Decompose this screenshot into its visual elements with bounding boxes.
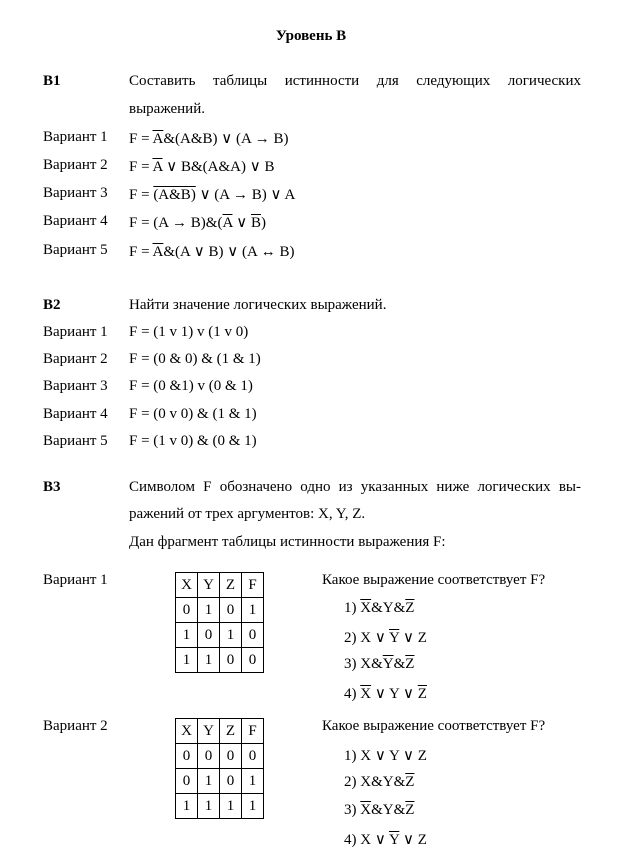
b2-variant-1-expr: F = (1 v 1) v (1 v 0) — [129, 324, 249, 340]
section-b2-label: В2 — [43, 297, 61, 313]
expr-text: ∨ Z — [399, 832, 427, 848]
b3-variant-1-label: Вариант 1 — [43, 572, 108, 588]
table-row — [176, 598, 264, 623]
section-b1-task-line1: Составить таблицы истинности для следующих логических — [129, 73, 581, 89]
b3-variant-1-option-1 — [344, 600, 414, 617]
table-cell: 0 — [242, 648, 264, 673]
negated-term: $\overline{B}$ — [250, 215, 261, 231]
b1-variant-5-expr — [129, 242, 294, 261]
table-cell: 1 — [242, 794, 264, 819]
section-b1-label: В1 — [43, 73, 61, 89]
table-cell: 0 — [242, 623, 264, 648]
table-header-row — [176, 573, 264, 598]
table-cell: 1 — [176, 623, 198, 648]
expr-text: ∨ Z — [399, 630, 427, 646]
expr-text: F = (A → B)&( — [129, 215, 223, 231]
negated-term: $\overline{X}$ — [360, 600, 372, 616]
b1-variant-4-expr — [129, 213, 266, 232]
section-b2-task: Найти значение логических выражений. — [129, 297, 387, 313]
b3-variant-1-option-2 — [344, 628, 427, 647]
table-row — [176, 769, 264, 794]
table-cell: 0 — [220, 769, 242, 794]
table-cell: 1 — [242, 598, 264, 623]
negated-term: $\overline{X}$ — [360, 802, 372, 818]
expr-text: &Y& — [371, 802, 406, 818]
expr-text: &(A&B) ∨ (A → B) — [163, 131, 289, 147]
table-cell: 1 — [220, 794, 242, 819]
table-cell: 1 — [176, 794, 198, 819]
negated-term: $\overline{Y}$ — [389, 832, 400, 848]
b1-variant-5-label: Вариант 5 — [43, 242, 108, 258]
table-header-cell: F — [242, 719, 264, 744]
b1-variant-1-label: Вариант 1 — [43, 129, 108, 145]
expr-text: ∨ B&(A&A) ∨ B — [162, 159, 275, 175]
b3-variant-2-truth-table — [175, 718, 264, 819]
section-b3-task-line1: Символом F обозначено одно из указанных ниже логических вы- — [129, 479, 581, 495]
expr-text: 4) X ∨ — [344, 832, 389, 848]
negated-term: $\overline{Z}$ — [405, 774, 415, 790]
expr-text: F = — [129, 131, 153, 147]
expr-text: F = — [129, 159, 153, 175]
b2-variant-4-label: Вариант 4 — [43, 406, 108, 422]
b1-variant-3-label: Вариант 3 — [43, 185, 108, 201]
section-b3-task-line2: ражений от трех аргументов: X, Y, Z. — [129, 506, 366, 522]
b2-variant-2-label: Вариант 2 — [43, 351, 108, 367]
table-cell: 0 — [198, 744, 220, 769]
negated-term: $\overline{A}$ — [222, 215, 233, 231]
table-cell: 0 — [220, 648, 242, 673]
negated-term: $\overline{A}$ — [152, 159, 163, 175]
table-cell: 0 — [176, 769, 198, 794]
table-cell: 0 — [176, 744, 198, 769]
b2-variant-5-label: Вариант 5 — [43, 433, 108, 449]
table-cell: 1 — [198, 794, 220, 819]
expr-text: 3) — [344, 802, 361, 818]
b3-variant-1-question: Какое выражение соответствует F? — [322, 572, 546, 588]
b1-variant-2-expr — [129, 157, 274, 176]
expr-text: 1) — [344, 600, 361, 616]
b1-variant-1-expr — [129, 129, 288, 148]
expr-text: ∨ (A → B) ∨ A — [195, 187, 296, 203]
expr-text: ∨ Y ∨ — [371, 686, 418, 702]
table-row — [176, 744, 264, 769]
negated-term: (A&B) — [153, 187, 196, 203]
table-cell: 0 — [176, 598, 198, 623]
table-cell: 1 — [198, 598, 220, 623]
expr-text: ) — [260, 215, 266, 231]
expr-text: &Y& — [371, 600, 406, 616]
table-header-cell: Y — [198, 573, 220, 598]
b2-variant-3-label: Вариант 3 — [43, 378, 108, 394]
negated-term: $\overline{A}$ — [152, 244, 164, 260]
b3-variant-2-option-3 — [344, 802, 414, 819]
b1-variant-4-label: Вариант 4 — [43, 213, 108, 229]
expr-text: 2) X ∨ — [344, 630, 389, 646]
expr-text: 4) — [344, 686, 361, 702]
b2-variant-5-expr: F = (1 v 0) & (0 & 1) — [129, 433, 257, 449]
section-b1-task-line2: выражений. — [129, 101, 205, 117]
negated-term: $\overline{Z}$ — [417, 686, 427, 702]
table-header-cell: Z — [220, 719, 242, 744]
b2-variant-2-expr: F = (0 & 0) & (1 & 1) — [129, 351, 261, 367]
b2-variant-3-expr: F = (0 &1) v (0 & 1) — [129, 378, 253, 394]
table-row — [176, 623, 264, 648]
table-header-cell: Y — [198, 719, 220, 744]
expr-text: ∨ — [232, 215, 251, 231]
negated-term: $\overline{A}$ — [152, 131, 164, 147]
page-title: Уровень В — [275, 28, 347, 44]
table-header-cell: F — [242, 573, 264, 598]
table-header-cell: X — [176, 573, 198, 598]
expr-text: & — [393, 656, 406, 672]
b3-variant-1-option-4 — [344, 684, 427, 703]
negated-term: $\overline{Y}$ — [382, 656, 394, 672]
expr-text: 1) X ∨ Y ∨ Z — [344, 748, 427, 764]
table-cell: 1 — [220, 623, 242, 648]
table-cell: 0 — [198, 623, 220, 648]
b3-variant-2-label: Вариант 2 — [43, 718, 108, 734]
b3-variant-1-truth-table — [175, 572, 264, 673]
expr-text: 3) X& — [344, 656, 383, 672]
table-cell: 1 — [242, 769, 264, 794]
negated-term: $\overline{Y}$ — [389, 630, 400, 646]
b3-variant-2-option-4 — [344, 830, 427, 849]
b3-variant-2-option-2 — [344, 774, 414, 791]
negated-term: $\overline{X}$ — [360, 686, 372, 702]
b1-variant-2-label: Вариант 2 — [43, 157, 108, 173]
b2-variant-1-label: Вариант 1 — [43, 324, 108, 340]
negated-term: $\overline{Z}$ — [405, 656, 415, 672]
section-b3-task-line3: Дан фрагмент таблицы истинности выражения F: — [129, 534, 446, 550]
table-cell: 1 — [198, 769, 220, 794]
expr-text: F = — [129, 244, 153, 260]
b3-variant-1-option-3 — [344, 656, 414, 673]
table-header-cell: X — [176, 719, 198, 744]
expr-text: 2) X&Y& — [344, 774, 406, 790]
b2-variant-4-expr: F = (0 v 0) & (1 & 1) — [129, 406, 257, 422]
table-cell: 0 — [220, 744, 242, 769]
b3-variant-2-question: Какое выражение соответствует F? — [322, 718, 546, 734]
table-cell: 0 — [220, 598, 242, 623]
table-row — [176, 648, 264, 673]
table-header-row — [176, 719, 264, 744]
b3-variant-2-option-1 — [344, 746, 427, 765]
section-b3-label: В3 — [43, 479, 61, 495]
table-row — [176, 794, 264, 819]
b1-variant-3-expr — [129, 185, 295, 204]
negated-term: $\overline{Z}$ — [405, 600, 415, 616]
expr-text: &(A ∨ B) ∨ (A ↔ B) — [163, 244, 295, 260]
negated-term: $\overline{Z}$ — [405, 802, 415, 818]
table-cell: 1 — [176, 648, 198, 673]
expr-text: F = — [129, 187, 154, 203]
table-header-cell: Z — [220, 573, 242, 598]
table-cell: 0 — [242, 744, 264, 769]
table-cell: 1 — [198, 648, 220, 673]
